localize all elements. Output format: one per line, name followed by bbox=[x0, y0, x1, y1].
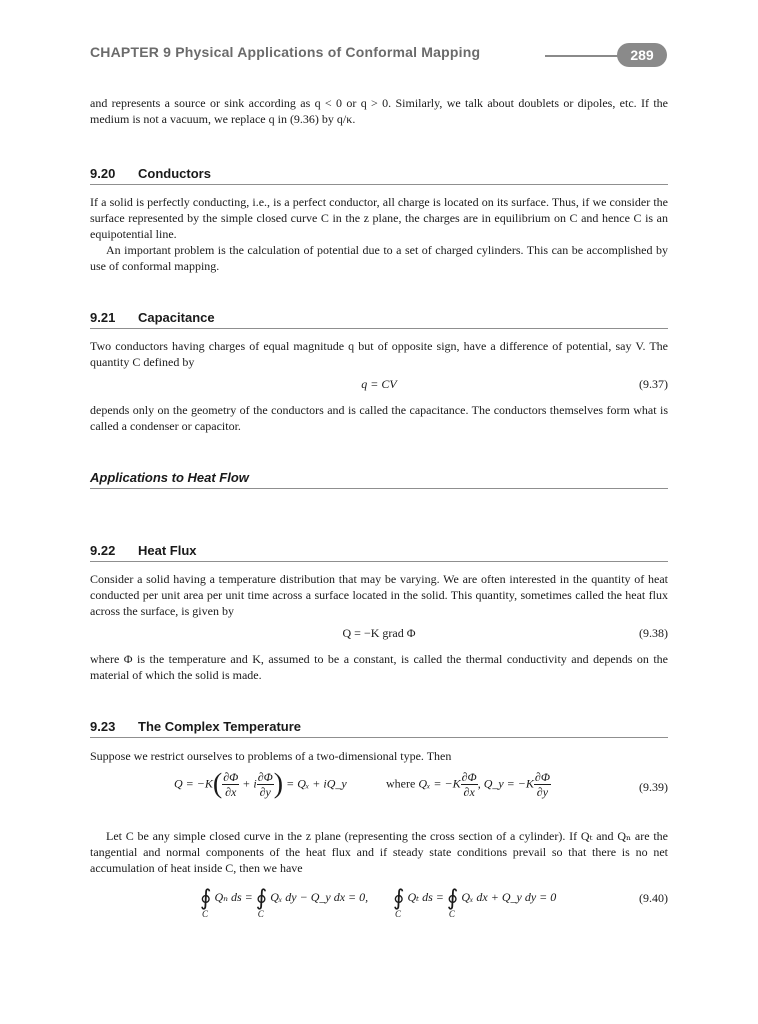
section-number: 9.22 bbox=[90, 543, 116, 558]
section-title: The Complex Temperature bbox=[138, 719, 302, 734]
section-number: 9.21 bbox=[90, 310, 116, 325]
eq-qx: Qₓ = −K bbox=[418, 776, 461, 791]
eq-lhs: Q = −K bbox=[174, 776, 213, 791]
section-heading-9-22 bbox=[90, 543, 668, 562]
heat-flux-paragraph-2: where Φ is the temperature and K, assumed to be a constant, is called the thermal conductivity and depends on the material of which the solid is made. bbox=[90, 652, 668, 682]
complex-temperature-paragraph-1: Suppose we restrict ourselves to problems of a two-dimensional type. Then bbox=[90, 749, 452, 763]
equation-number: (9.40) bbox=[639, 891, 668, 905]
section-title: Heat Flux bbox=[138, 543, 197, 558]
fraction: $\frac{\partial\Phi}{\partial x}$ bbox=[461, 770, 477, 799]
section-heading-9-21 bbox=[90, 310, 668, 329]
equation-number: (9.39) bbox=[639, 780, 668, 794]
close-paren-icon: ) bbox=[273, 768, 284, 800]
heat-flux-paragraph-1: Consider a solid having a temperature distribution that may be varying. We are often interested in the quantity of heat conducted per unit area per unit time across a surface located in the solid. This quantity, sometimes called the heat flux across the surface, is given by bbox=[90, 572, 668, 618]
equation-9-40 bbox=[90, 885, 668, 925]
conductors-paragraph-1: If a solid is perfectly conducting, i.e., is a perfect conductor, all charge is located on its surface. Thus, if we consider the surface represented by the simple closed curve C in the z plane, the charges are in equilibrium on C and hence C is an equipotential line. bbox=[90, 195, 668, 241]
eq-part1: Qₙ ds = bbox=[214, 889, 253, 904]
equation-body: q = CV bbox=[361, 377, 397, 391]
equation-9-39 bbox=[90, 770, 668, 810]
eq-rhs: = Qₓ + iQ_y bbox=[286, 776, 347, 791]
complex-temperature-paragraph-2: Let C be any simple closed curve in the z plane (representing the cross section of a cylinder). If Qₜ and Qₙ are the tangential and normal components of the heat flux and if steady state conditions prevail so that there is no net accumulation of heat inside C, then we have bbox=[90, 829, 668, 875]
eq-part4: Qₓ dx + Q_y dy = 0 bbox=[461, 889, 557, 904]
equation-body: Q = −K grad Φ bbox=[342, 626, 416, 640]
fraction: $\frac{\partial\Phi}{\partial x}$ bbox=[223, 770, 239, 799]
capacitance-paragraph-1: Two conductors having charges of equal magnitude q but of opposite sign, have a difference of potential, say V. The quantity C defined by bbox=[90, 339, 668, 369]
fraction: $\frac{\partial\Phi}{\partial y}$ bbox=[534, 770, 550, 799]
eq-plus-i: + i bbox=[242, 776, 257, 791]
section-heading-9-20 bbox=[90, 166, 668, 185]
intro-paragraph: and represents a source or sink according as q < 0 or q > 0. Similarly, we talk about doublets or dipoles, etc. If the medium is not a vacuum, we replace q in (9.36) by q/κ. bbox=[90, 96, 668, 126]
eq-qy: , Q_y = −K bbox=[477, 776, 534, 791]
chapter-header-title: CHAPTER 9 Physical Applications of Conformal Mapping bbox=[90, 44, 481, 60]
equation-9-38 bbox=[90, 626, 668, 646]
eq-part2: Qₓ dy − Q_y dx = 0, bbox=[270, 889, 369, 904]
page-number-badge: 289 bbox=[617, 43, 667, 67]
section-number: 9.20 bbox=[90, 166, 116, 181]
open-paren-icon: ( bbox=[212, 768, 223, 800]
capacitance-paragraph-2: depends only on the geometry of the conductors and is called the capacitance. The conductors themselves form what is called a condenser or capacitor. bbox=[90, 403, 668, 433]
section-number: 9.23 bbox=[90, 719, 116, 734]
contour-integral-icon: ∮ C bbox=[200, 885, 212, 919]
contour-integral-icon: ∮ C bbox=[393, 885, 405, 919]
applications-heading bbox=[90, 470, 668, 489]
section-heading-9-23 bbox=[90, 719, 668, 738]
equation-number: (9.37) bbox=[639, 377, 668, 391]
eq-where: where bbox=[386, 776, 416, 791]
contour-integral-icon: ∮ C bbox=[255, 885, 268, 919]
equation-9-37 bbox=[90, 377, 668, 397]
eq-part3: Qₜ ds = bbox=[407, 889, 444, 904]
contour-integral-icon: ∮ C bbox=[446, 885, 459, 919]
fraction: $\frac{\partial\Phi}{\partial y}$ bbox=[257, 770, 273, 799]
section-title: Capacitance bbox=[138, 310, 215, 325]
applications-title: Applications to Heat Flow bbox=[90, 470, 249, 485]
conductors-paragraph-2: An important problem is the calculation of potential due to a set of charged cylinders. This can be accomplished by use of conformal mapping. bbox=[90, 243, 668, 273]
section-title: Conductors bbox=[138, 166, 211, 181]
equation-number: (9.38) bbox=[639, 626, 668, 640]
